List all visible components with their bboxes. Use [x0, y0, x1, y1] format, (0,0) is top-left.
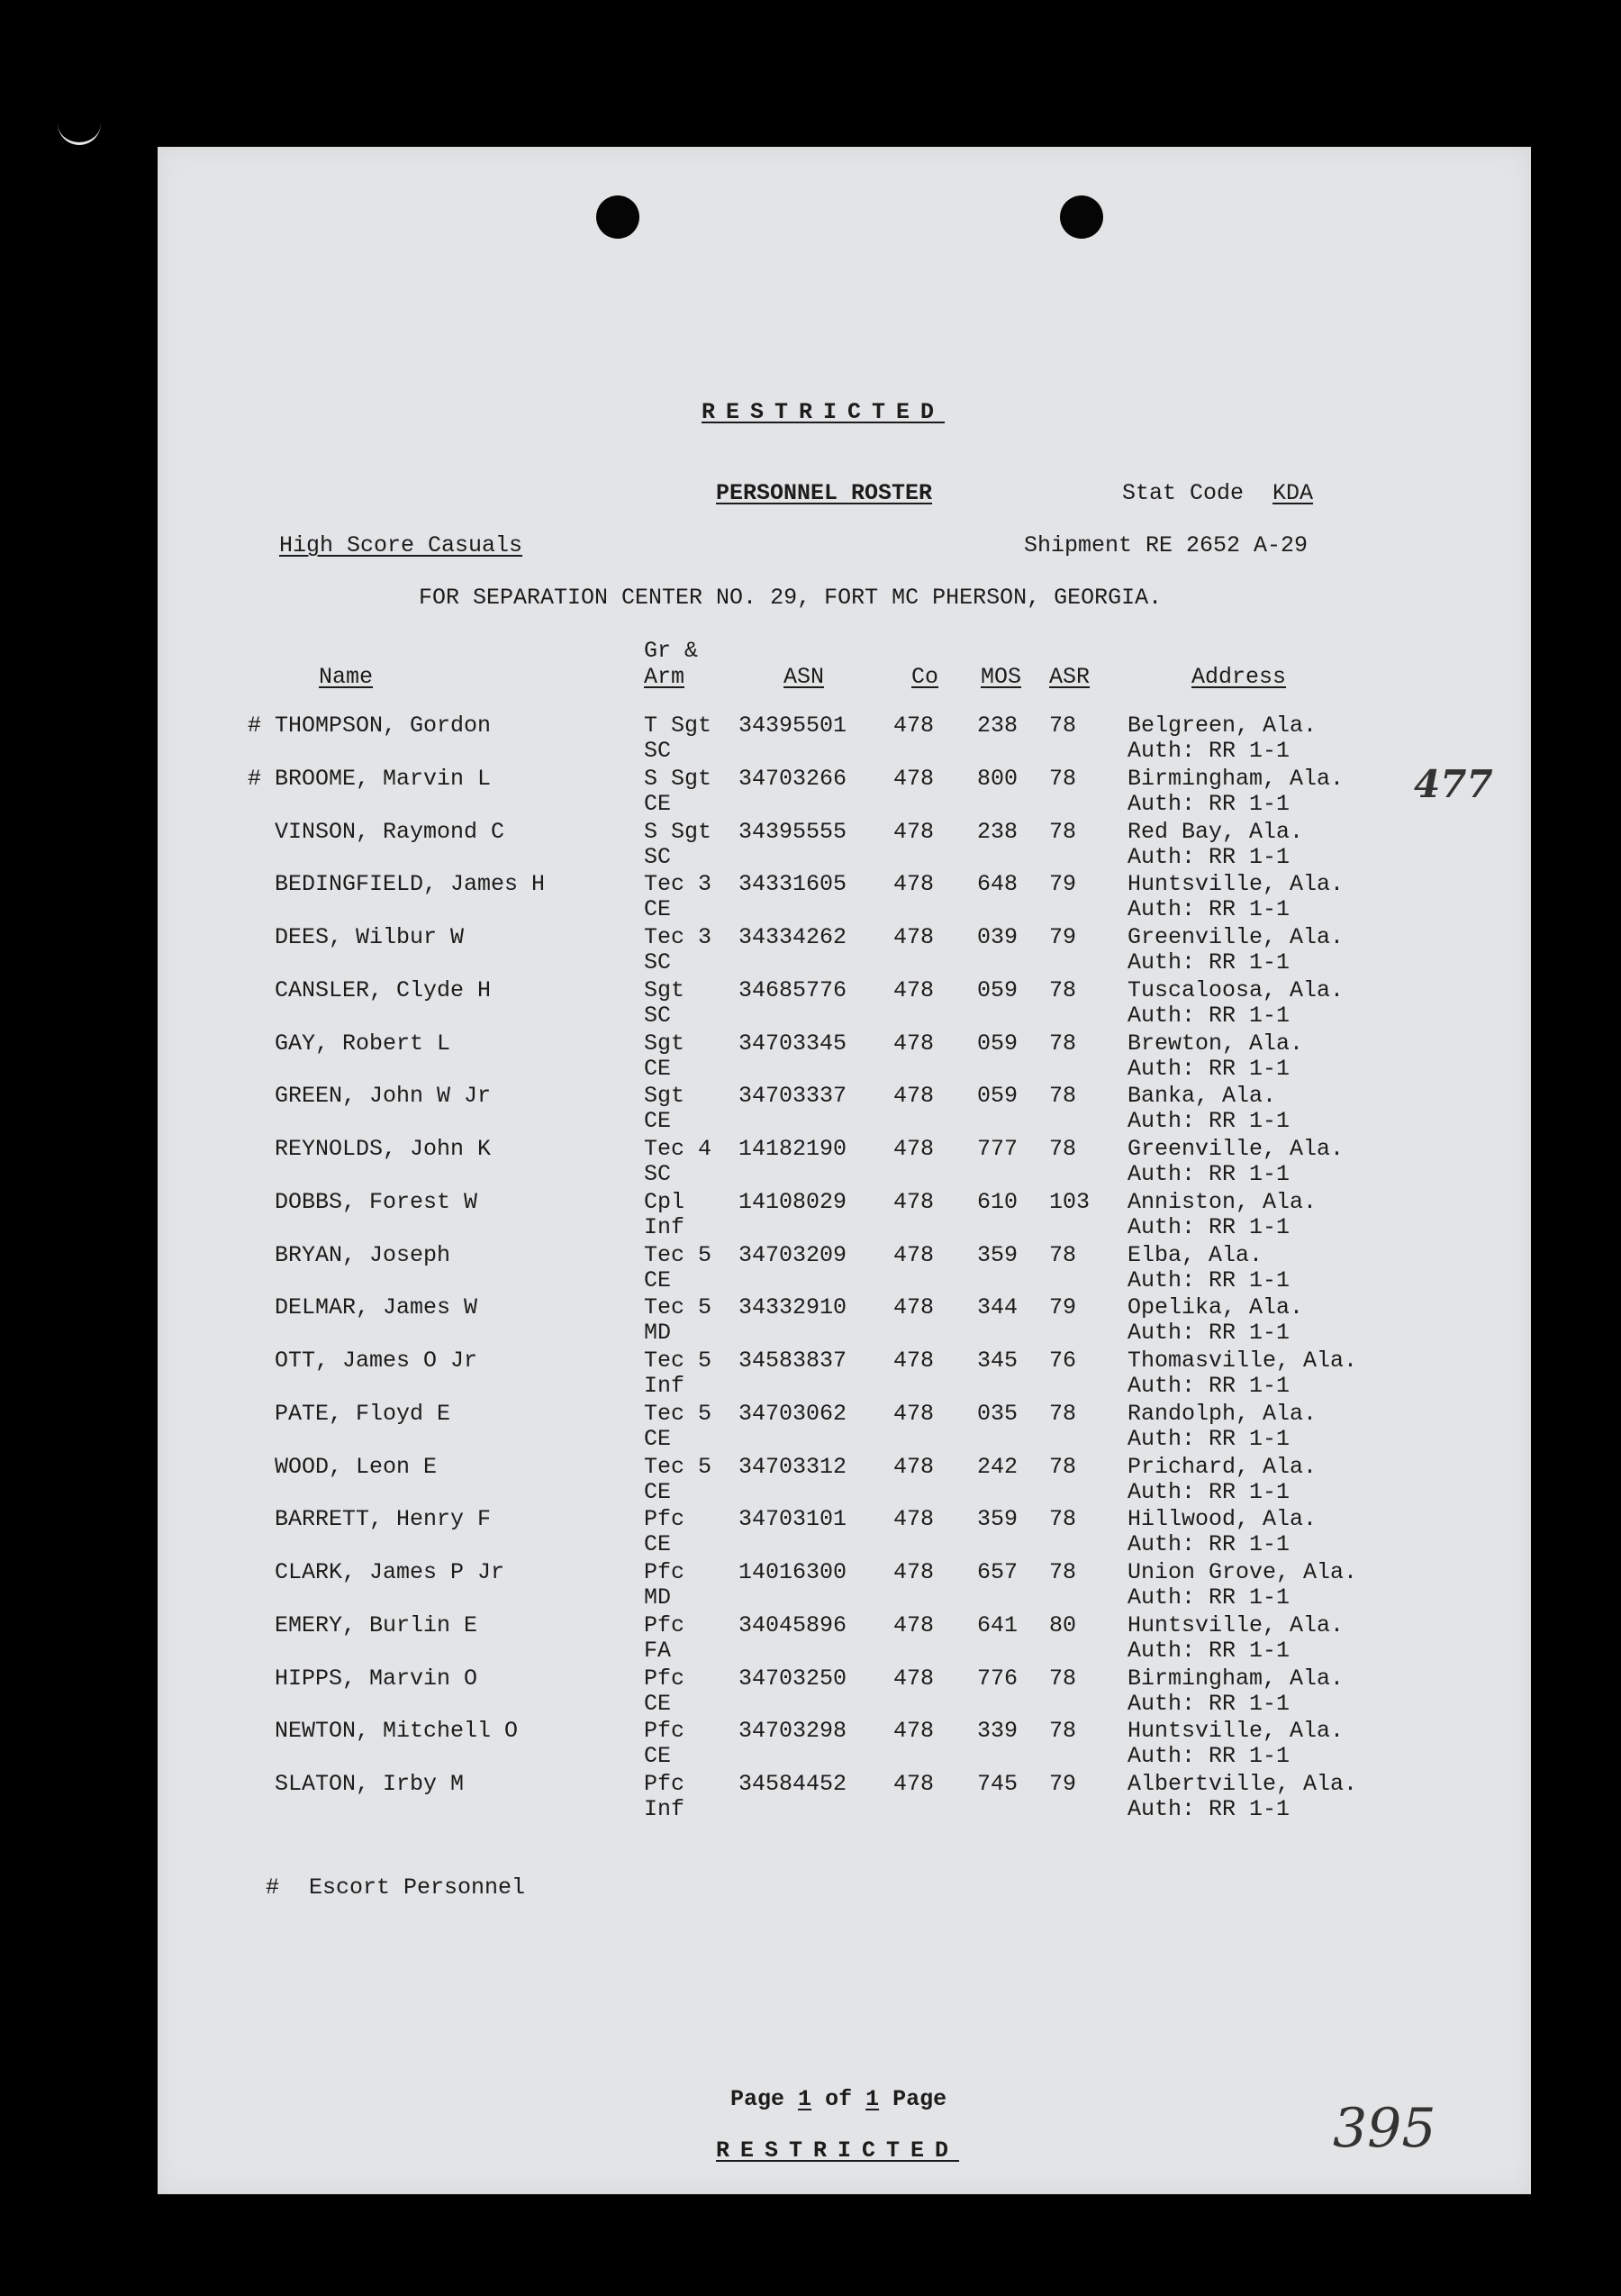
cell-authority: Auth: RR 1-1: [1127, 1108, 1290, 1135]
cell-address: Tuscaloosa, Ala.: [1127, 976, 1345, 1003]
cell-grade: Tec 5: [644, 1294, 712, 1321]
page-indicator: [730, 2086, 946, 2113]
cell-company: 478: [893, 1083, 935, 1110]
cell-asr: 78: [1049, 1241, 1077, 1268]
stat-code-value: KDA: [1272, 480, 1314, 506]
cell-company: 478: [893, 818, 935, 845]
table-row: [158, 1718, 1531, 1770]
col-header-grade-line1: Gr &: [644, 638, 699, 664]
punch-hole-right: [1060, 195, 1103, 239]
cell-company: 478: [893, 1453, 935, 1480]
cell-address: Birmingham, Ala.: [1127, 1665, 1345, 1692]
cell-arm: CE: [644, 1531, 672, 1558]
cell-authority: Auth: RR 1-1: [1127, 1478, 1290, 1505]
cell-grade: Pfc: [644, 1665, 685, 1692]
cell-address: Greenville, Ala.: [1127, 1136, 1345, 1162]
cell-asr: 79: [1049, 871, 1077, 898]
cell-company: 478: [893, 976, 935, 1003]
roster-page: [158, 147, 1531, 2194]
cell-arm: CE: [644, 896, 672, 923]
cell-soldier-name: SLATON, Irby M: [275, 1771, 465, 1797]
cell-authority: Auth: RR 1-1: [1127, 1531, 1290, 1558]
cell-arm: Inf: [644, 1213, 685, 1240]
cell-company: 478: [893, 1241, 935, 1268]
cell-address: Albertville, Ala.: [1127, 1771, 1358, 1797]
cell-company: 478: [893, 1294, 935, 1321]
cell-mos: 610: [977, 1188, 1019, 1215]
cell-company: 478: [893, 924, 935, 950]
cell-authority: Auth: RR 1-1: [1127, 1796, 1290, 1822]
table-row: [158, 1136, 1531, 1188]
cell-company: 478: [893, 1348, 935, 1374]
cell-asr: 79: [1049, 1771, 1077, 1797]
destination-line: FOR SEPARATION CENTER NO. 29, FORT MC PHERSON, GEORGIA.: [419, 585, 1163, 611]
handwritten-page-number: 395: [1333, 2097, 1436, 2160]
cell-address: Hillwood, Ala.: [1127, 1506, 1318, 1533]
cell-grade: Sgt: [644, 976, 685, 1003]
cell-grade: Pfc: [644, 1559, 685, 1585]
cell-company: 478: [893, 1400, 935, 1427]
cell-asn: 34703266: [738, 765, 847, 792]
cell-arm: CE: [644, 1690, 672, 1717]
cell-asr: 78: [1049, 1083, 1077, 1110]
footnote-mark: #: [266, 1874, 280, 1901]
cell-grade: Tec 5: [644, 1241, 712, 1268]
cell-mos: 339: [977, 1718, 1019, 1745]
cell-address: Union Grove, Ala.: [1127, 1559, 1358, 1585]
cell-company: 478: [893, 1188, 935, 1215]
cell-asr: 79: [1049, 924, 1077, 950]
table-row: [158, 1559, 1531, 1611]
page-number: 1: [798, 2086, 812, 2112]
cell-mos: 345: [977, 1348, 1019, 1374]
table-row: [158, 1665, 1531, 1718]
cell-company: 478: [893, 1771, 935, 1797]
cell-company: 478: [893, 1030, 935, 1057]
cell-authority: Auth: RR 1-1: [1127, 949, 1290, 976]
cell-asr: 78: [1049, 712, 1077, 739]
restricted-header: RESTRICTED: [702, 399, 946, 425]
cell-company: 478: [893, 1611, 935, 1638]
cell-escort-mark: #: [248, 712, 262, 739]
cell-arm: Inf: [644, 1796, 685, 1822]
cell-grade: Tec 4: [644, 1136, 712, 1162]
cell-soldier-name: GAY, Robert L: [275, 1030, 451, 1057]
cell-asn: 34703345: [738, 1030, 847, 1057]
cell-asn: 34703062: [738, 1400, 847, 1427]
cell-asn: 34395501: [738, 712, 847, 739]
table-row: [158, 712, 1531, 765]
cell-arm: CE: [644, 1425, 672, 1452]
cell-arm: CE: [644, 790, 672, 817]
cell-company: 478: [893, 712, 935, 739]
cell-asr: 79: [1049, 1294, 1077, 1321]
cell-arm: CE: [644, 1743, 672, 1770]
cell-asn: 34703337: [738, 1083, 847, 1110]
cell-company: 478: [893, 871, 935, 898]
punch-hole-left: [596, 195, 639, 239]
cell-company: 478: [893, 1718, 935, 1745]
cell-grade: S Sgt: [644, 818, 712, 845]
cell-grade: Tec 3: [644, 924, 712, 950]
col-header-grade-line2: Arm: [644, 664, 685, 690]
table-row: [158, 977, 1531, 1030]
cell-mos: 800: [977, 765, 1019, 792]
cell-authority: Auth: RR 1-1: [1127, 738, 1290, 764]
cell-soldier-name: HIPPS, Marvin O: [275, 1665, 478, 1692]
cell-asn: 34045896: [738, 1611, 847, 1638]
cell-address: Belgreen, Ala.: [1127, 712, 1318, 739]
cell-soldier-name: DOBBS, Forest W: [275, 1188, 478, 1215]
cell-soldier-name: VINSON, Raymond C: [275, 818, 505, 845]
cell-asn: 34332910: [738, 1294, 847, 1321]
cell-soldier-name: OTT, James O Jr: [275, 1348, 478, 1374]
handwritten-side-number: 477: [1414, 762, 1493, 806]
cell-mos: 242: [977, 1453, 1019, 1480]
table-row: [158, 1454, 1531, 1506]
cell-address: Opelika, Ala.: [1127, 1294, 1304, 1321]
cell-grade: Cpl: [644, 1188, 685, 1215]
page-suffix: Page: [892, 2086, 947, 2112]
cell-asn: 14108029: [738, 1188, 847, 1215]
cell-address: Huntsville, Ala.: [1127, 1718, 1345, 1745]
cell-asr: 76: [1049, 1348, 1077, 1374]
cell-mos: 059: [977, 976, 1019, 1003]
cell-authority: Auth: RR 1-1: [1127, 1055, 1290, 1082]
cell-asr: 78: [1049, 1400, 1077, 1427]
table-row: [158, 1401, 1531, 1453]
cell-soldier-name: CANSLER, Clyde H: [275, 976, 492, 1003]
cell-mos: 359: [977, 1241, 1019, 1268]
cell-mos: 035: [977, 1400, 1019, 1427]
table-row: [158, 1083, 1531, 1135]
cell-company: 478: [893, 1506, 935, 1533]
cell-arm: SC: [644, 738, 672, 764]
table-row: [158, 1189, 1531, 1241]
table-row: [158, 1348, 1531, 1400]
cell-address: Randolph, Ala.: [1127, 1400, 1318, 1427]
col-header-address: Address: [1191, 664, 1287, 690]
cell-asr: 103: [1049, 1188, 1091, 1215]
cell-soldier-name: GREEN, John W Jr: [275, 1083, 492, 1110]
cell-asn: 34685776: [738, 976, 847, 1003]
col-header-name: Name: [319, 664, 374, 690]
cell-mos: 657: [977, 1559, 1019, 1585]
cell-grade: Sgt: [644, 1030, 685, 1057]
cell-asn: 34334262: [738, 924, 847, 950]
table-row: [158, 819, 1531, 871]
cell-grade: S Sgt: [644, 765, 712, 792]
cell-soldier-name: BEDINGFIELD, James H: [275, 871, 546, 898]
table-row: [158, 1506, 1531, 1558]
cell-mos: 238: [977, 712, 1019, 739]
cell-asn: 34583837: [738, 1348, 847, 1374]
table-row: [158, 871, 1531, 923]
cell-address: Birmingham, Ala.: [1127, 765, 1345, 792]
group-label: High Score Casuals: [279, 532, 523, 558]
cell-asn: 34395555: [738, 818, 847, 845]
cell-asn: 34331605: [738, 871, 847, 898]
cell-company: 478: [893, 1665, 935, 1692]
cell-authority: Auth: RR 1-1: [1127, 1002, 1290, 1029]
cell-grade: Tec 3: [644, 871, 712, 898]
cell-soldier-name: DELMAR, James W: [275, 1294, 478, 1321]
cell-soldier-name: CLARK, James P Jr: [275, 1559, 505, 1585]
cell-asn: 14182190: [738, 1136, 847, 1162]
cell-authority: Auth: RR 1-1: [1127, 790, 1290, 817]
table-row: [158, 1030, 1531, 1083]
cell-mos: 039: [977, 924, 1019, 950]
cell-arm: CE: [644, 1055, 672, 1082]
cell-arm: MD: [644, 1320, 672, 1347]
cell-asr: 78: [1049, 1665, 1077, 1692]
cell-asn: 34703250: [738, 1665, 847, 1692]
page-of: of: [825, 2086, 853, 2112]
cell-authority: Auth: RR 1-1: [1127, 843, 1290, 870]
table-row: [158, 1242, 1531, 1294]
shipment-number: Shipment RE 2652 A-29: [1024, 532, 1309, 558]
cell-address: Greenville, Ala.: [1127, 924, 1345, 950]
cell-grade: Tec 5: [644, 1348, 712, 1374]
cell-address: Red Bay, Ala.: [1127, 818, 1304, 845]
cell-asr: 78: [1049, 1718, 1077, 1745]
cell-arm: MD: [644, 1584, 672, 1611]
cell-company: 478: [893, 1136, 935, 1162]
footnote-text: Escort Personnel: [309, 1874, 526, 1901]
cell-mos: 641: [977, 1611, 1019, 1638]
cell-soldier-name: BRYAN, Joseph: [275, 1241, 451, 1268]
cell-soldier-name: DEES, Wilbur W: [275, 924, 465, 950]
cell-grade: Sgt: [644, 1083, 685, 1110]
cell-soldier-name: BARRETT, Henry F: [275, 1506, 492, 1533]
cell-mos: 777: [977, 1136, 1019, 1162]
cell-address: Thomasville, Ala.: [1127, 1348, 1358, 1374]
cell-authority: Auth: RR 1-1: [1127, 1320, 1290, 1347]
cell-address: Elba, Ala.: [1127, 1241, 1263, 1268]
cell-address: Banka, Ala.: [1127, 1083, 1277, 1110]
cell-authority: Auth: RR 1-1: [1127, 1637, 1290, 1664]
table-row: [158, 1294, 1531, 1347]
cell-address: Brewton, Ala.: [1127, 1030, 1304, 1057]
page-label: Page: [730, 2086, 785, 2112]
cell-asr: 78: [1049, 1453, 1077, 1480]
cell-mos: 745: [977, 1771, 1019, 1797]
cell-company: 478: [893, 765, 935, 792]
cell-asr: 78: [1049, 765, 1077, 792]
col-header-asr: ASR: [1049, 664, 1091, 690]
cell-authority: Auth: RR 1-1: [1127, 1266, 1290, 1293]
cell-soldier-name: WOOD, Leon E: [275, 1453, 438, 1480]
cell-soldier-name: THOMPSON, Gordon: [275, 712, 492, 739]
cell-arm: CE: [644, 1108, 672, 1135]
cell-soldier-name: BROOME, Marvin L: [275, 765, 492, 792]
cell-soldier-name: EMERY, Burlin E: [275, 1611, 478, 1638]
cell-asn: 34703209: [738, 1241, 847, 1268]
table-row: [158, 766, 1531, 818]
cell-asn: 34703312: [738, 1453, 847, 1480]
cell-authority: Auth: RR 1-1: [1127, 1161, 1290, 1187]
cell-authority: Auth: RR 1-1: [1127, 1373, 1290, 1399]
cell-mos: 344: [977, 1294, 1019, 1321]
cell-escort-mark: #: [248, 765, 262, 792]
col-header-mos: MOS: [981, 664, 1022, 690]
cell-arm: SC: [644, 1002, 672, 1029]
document-title: PERSONNEL ROSTER: [716, 480, 933, 506]
table-row: [158, 924, 1531, 976]
cell-mos: 238: [977, 818, 1019, 845]
cell-grade: T Sgt: [644, 712, 712, 739]
col-header-asn: ASN: [783, 664, 825, 690]
cell-arm: SC: [644, 1161, 672, 1187]
cell-mos: 776: [977, 1665, 1019, 1692]
cell-asr: 78: [1049, 818, 1077, 845]
cell-arm: FA: [644, 1637, 672, 1664]
cell-asn: 34584452: [738, 1771, 847, 1797]
cell-grade: Tec 5: [644, 1400, 712, 1427]
cell-grade: Tec 5: [644, 1453, 712, 1480]
cell-authority: Auth: RR 1-1: [1127, 896, 1290, 923]
table-row: [158, 1771, 1531, 1823]
table-row: [158, 1612, 1531, 1665]
cell-grade: Pfc: [644, 1771, 685, 1797]
cell-address: Huntsville, Ala.: [1127, 1611, 1345, 1638]
cell-address: Huntsville, Ala.: [1127, 871, 1345, 898]
cell-asr: 80: [1049, 1611, 1077, 1638]
cell-asn: 34703298: [738, 1718, 847, 1745]
cell-soldier-name: REYNOLDS, John K: [275, 1136, 492, 1162]
cell-asr: 78: [1049, 1506, 1077, 1533]
cell-address: Prichard, Ala.: [1127, 1453, 1318, 1480]
col-header-co: Co: [911, 664, 939, 690]
cell-mos: 359: [977, 1506, 1019, 1533]
cell-arm: CE: [644, 1266, 672, 1293]
cell-asn: 14016300: [738, 1559, 847, 1585]
cell-asn: 34703101: [738, 1506, 847, 1533]
cell-grade: Pfc: [644, 1718, 685, 1745]
cell-arm: Inf: [644, 1373, 685, 1399]
cell-mos: 059: [977, 1083, 1019, 1110]
cell-grade: Pfc: [644, 1506, 685, 1533]
cell-mos: 059: [977, 1030, 1019, 1057]
cell-asr: 78: [1049, 1030, 1077, 1057]
cell-authority: Auth: RR 1-1: [1127, 1425, 1290, 1452]
cell-arm: CE: [644, 1478, 672, 1505]
cell-soldier-name: NEWTON, Mitchell O: [275, 1718, 519, 1745]
film-edge-mark: [58, 117, 101, 145]
cell-mos: 648: [977, 871, 1019, 898]
cell-arm: SC: [644, 843, 672, 870]
cell-asr: 78: [1049, 1136, 1077, 1162]
cell-asr: 78: [1049, 1559, 1077, 1585]
cell-address: Anniston, Ala.: [1127, 1188, 1318, 1215]
cell-asr: 78: [1049, 976, 1077, 1003]
cell-arm: SC: [644, 949, 672, 976]
cell-authority: Auth: RR 1-1: [1127, 1584, 1290, 1611]
stat-code-label: Stat Code: [1122, 480, 1245, 506]
cell-grade: Pfc: [644, 1611, 685, 1638]
page-total: 1: [865, 2086, 880, 2112]
restricted-footer: RESTRICTED: [716, 2137, 960, 2164]
cell-authority: Auth: RR 1-1: [1127, 1213, 1290, 1240]
cell-authority: Auth: RR 1-1: [1127, 1743, 1290, 1770]
cell-soldier-name: PATE, Floyd E: [275, 1400, 451, 1427]
cell-company: 478: [893, 1559, 935, 1585]
cell-authority: Auth: RR 1-1: [1127, 1690, 1290, 1717]
